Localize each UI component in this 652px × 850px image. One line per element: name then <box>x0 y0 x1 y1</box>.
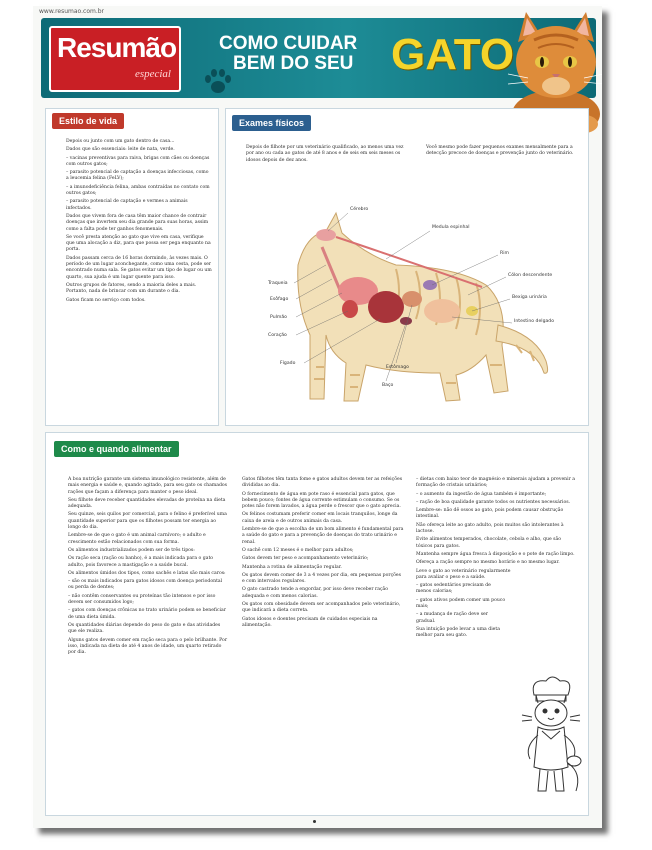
estilo-de-vida-panel <box>45 108 219 426</box>
text-paragraph: Dados que vivem fora de casa têm maior chance de contrair doenças que invertem seu dia grande para suas horas, assim como a falta pode ter ganhos fenomenais. <box>66 213 209 232</box>
alimentar-col2 <box>242 477 404 631</box>
paw-print-icon <box>201 66 235 96</box>
title-line-1: COMO CUIDAR <box>219 33 358 54</box>
text-paragraph: – a mudança de ração deve ser gradual. <box>416 612 488 624</box>
page-marker <box>313 820 316 823</box>
text-paragraph: Seu quinze, seis quilos por comercial, para o felino é preferível uma quantidade superior para que os filhotes possam ter energia ao longo do dia. <box>68 512 227 531</box>
text-paragraph: – a imunodeficiência felina, ambas contraídas no contato com outros gatos; <box>66 184 210 197</box>
text-paragraph: – não contêm conservantes ou proteínas tão intensos e por isso devem ser consumidos logo; <box>68 593 216 606</box>
text-paragraph: – gatos ativos podem comer um pouco mais; <box>416 597 506 610</box>
label-rim: Rim <box>500 251 509 256</box>
text-paragraph: – dietas com baixo teor de magnésio e minerais ajudam a prevenir a formação de cristais urinários; <box>416 477 575 489</box>
label-traqueia: Traqueia <box>268 281 288 286</box>
text-paragraph: – parasito potencial de captação e vermes a animais infectados. <box>66 199 188 211</box>
exames-col2 <box>426 145 576 160</box>
text-paragraph: Os ração seca (ração ou banho), é a mais indicada para o gato adulto, pois favorece a mastigação e a saúde bucal. <box>68 556 214 568</box>
text-paragraph: – ração de boa qualidade garante todos os nutrientes necessários. <box>416 499 571 505</box>
label-bexiga: Bexiga urinária <box>512 295 547 300</box>
text-paragraph: Sua intuição pode levar a uma dieta melhor para seu gato. <box>416 626 500 639</box>
logo-main-text: Resumão <box>57 32 177 63</box>
text-paragraph: A boa nutrição garante um sistema imunológico resistente, além de mais energia e saúde e, quando agitado, para seu gato os chamados rações que façam a diferença para manter o peso ideal. <box>68 477 228 495</box>
exames-fisicos-label: Exames físicos <box>232 115 311 131</box>
label-figado: Fígado <box>280 361 296 366</box>
text-paragraph: Você mesmo pode fazer pequenos exames mensalmente para a detecção precoce de doenças e prevenção junto do veterinário. <box>426 145 574 157</box>
text-paragraph: O sachê com 12 meses é o melhor para adultos; <box>242 547 354 553</box>
title-gato: GATO <box>391 30 515 79</box>
text-paragraph: – parasito potencial de captação a doenças infecciosas, como a leucemia felina (FeLV); <box>66 170 209 182</box>
text-paragraph: Mantenha a rotina de alimentação regular. <box>242 564 342 570</box>
text-paragraph: O gato castrado tende a engordar, por isso deve receber ração adequada e com menos calorias. <box>242 587 389 599</box>
text-paragraph: – vacinas preventivas para raiva, brigas com cães ou doenças com outros gatos; <box>66 155 210 167</box>
label-estomago: Estômago <box>386 365 409 370</box>
text-paragraph: – são os mais indicados para gatos idosos com doença periodontal ou perda de dentes; <box>68 579 223 591</box>
text-paragraph: Mantenha sempre água fresca à disposição e o pote de ração limpo. <box>416 551 575 557</box>
text-paragraph: Lembre-se de que o gato é um animal carnívoro; o adulto e crescimento estão relacionados com sua forma. <box>68 533 206 545</box>
alimentar-col1 <box>68 477 228 658</box>
alimentar-panel <box>45 432 589 816</box>
text-paragraph: – gatos sedentários precisam de menos calorias; <box>416 583 491 595</box>
text-paragraph: Os felinos costumam preferir comer em locais tranquilos, longe da caixa de areia e de outros animais da casa. <box>242 512 398 524</box>
alimentar-col3 <box>416 477 576 642</box>
alimentar-label: Como e quando alimentar <box>54 441 179 457</box>
label-pulmao: Pulmão <box>270 315 287 320</box>
text-paragraph: – o aumento da ingestão de água também é importante; <box>416 491 547 497</box>
label-intestino: Intestino delgado <box>514 319 555 324</box>
text-paragraph: – gatos com doenças crônicas no trato urinário podem se beneficiar de uma dieta úmida. <box>68 608 226 620</box>
text-paragraph: Depois de filhote por um veterinário qualificado, ao menos uma vez por ano ou cada ao gatos de até 8 anos e de seis em seis meses os idosos depois de dez anos. <box>246 145 404 163</box>
text-paragraph: Gatos filhotes têm tanta fome e gatos adultos devem ter as refeições divididas ao dia. <box>242 477 403 489</box>
exames-col1 <box>246 145 406 166</box>
label-coracao: Coração <box>268 333 287 338</box>
label-baco: Baço <box>382 383 394 388</box>
text-paragraph: O fornecimento de água em pote raso é essencial para gatos, que bebem pouco; fontes de água corrente estimulam o consumo. Se os potes não forem lavados, a água perde o frescor que o gato aprecia. <box>242 491 401 510</box>
text-paragraph: Gatos idosos e doentes precisam de cuidados especiais na alimentação. <box>242 616 378 628</box>
estilo-de-vida-text <box>66 139 212 306</box>
logo-sub-text: especial <box>134 68 171 80</box>
text-paragraph: Lembre-se: não dê ossos ao gato, pois podem causar obstrução intestinal. <box>416 508 564 520</box>
text-paragraph: Se você presta atenção ao gato que vive em casa, verifique que uma alocação a diz, para que possa ser pega enquanto na porta. <box>66 234 211 253</box>
text-paragraph: Dados passam cerca de 16 horas dormindo, às vezes mais. O período de um lugar aconchegante, como uma cesta, pode ser encontrado numa sala. Se gatos evitar um tipo de lugar ou um quarto, sua ajuda é um lugar quente para isso. <box>66 255 212 280</box>
website-url: www.resumao.com.br <box>39 8 105 15</box>
text-paragraph: Alguns gatos devem comer em ração seca para o pelo brilhante. Por isso, indicada na dieta de até 4 anos de idade, um quarto retirado por dia. <box>68 637 228 656</box>
estilo-de-vida-label: Estilo de vida <box>52 113 124 129</box>
title-line-2: BEM DO SEU <box>233 53 354 74</box>
text-paragraph: Outros grupos de fatores, sendo a maioria deles a mais. Portanto, nada de brincar com um durante o dia. <box>66 282 197 295</box>
text-paragraph: Gatos devem ter peso e acompanhamento veterinário; <box>242 556 369 562</box>
text-paragraph: Ofereça a ração sempre no mesmo horário e no mesmo lugar. <box>416 560 560 566</box>
text-paragraph: Não ofereça leite ao gato adulto, pois muitos são intolerantes à lactose. <box>416 522 564 535</box>
text-paragraph: Lembre-se de que a escolha de um bom alimento é fundamental para a saúde do gato e para a prevenção de doenças do trato urinário e renal. <box>242 527 404 545</box>
label-colon: Cólon descendente <box>508 273 553 278</box>
resumao-logo <box>49 26 181 92</box>
text-paragraph: Dados que são essenciais: leite de nata, verde. <box>66 147 175 153</box>
text-paragraph: Os gatos com obesidade devem ser acompanhados pelo veterinário, que indicará a dieta correta. <box>242 602 401 614</box>
text-paragraph: Seu filhote deve receber quantidades elevadas de proteína na dieta adequada. <box>68 497 226 510</box>
label-medula: Medula espinhal <box>432 225 470 230</box>
text-paragraph: Depois ou junto com um gato dentro de casa... <box>66 139 175 144</box>
text-paragraph: Evite alimentos temperados, chocolate, cebola e alho, que são tóxicos para gatos. <box>416 537 562 549</box>
text-paragraph: Os gatos devem comer de 3 a 4 vezes por dia, em pequenas porções e com intervalos regulares. <box>242 572 401 585</box>
text-paragraph: Leve o gato ao veterinário regularmente para avaliar o peso e a saúde. <box>416 568 511 580</box>
text-paragraph: Os alimentos industrializados podem ser de três tipos: <box>68 547 195 553</box>
text-paragraph: Os quantidades diárias depende do peso do gato e das atividades que ele realiza. <box>68 622 221 635</box>
cheat-sheet <box>33 6 602 828</box>
cat-anatomy-drawing <box>246 195 576 417</box>
text-paragraph: Gatos ficam no serviço com todos. <box>66 297 146 303</box>
chef-cat-illustration <box>516 673 586 803</box>
label-cerebro: Cérebro <box>350 207 369 212</box>
cat-anatomy-diagram <box>246 195 576 417</box>
label-esofago: Esôfago <box>270 297 289 302</box>
exames-fisicos-panel <box>225 108 589 426</box>
text-paragraph: Os alimentos úmidos dos tipos, como sachês e latas são mais caros: <box>68 570 226 576</box>
